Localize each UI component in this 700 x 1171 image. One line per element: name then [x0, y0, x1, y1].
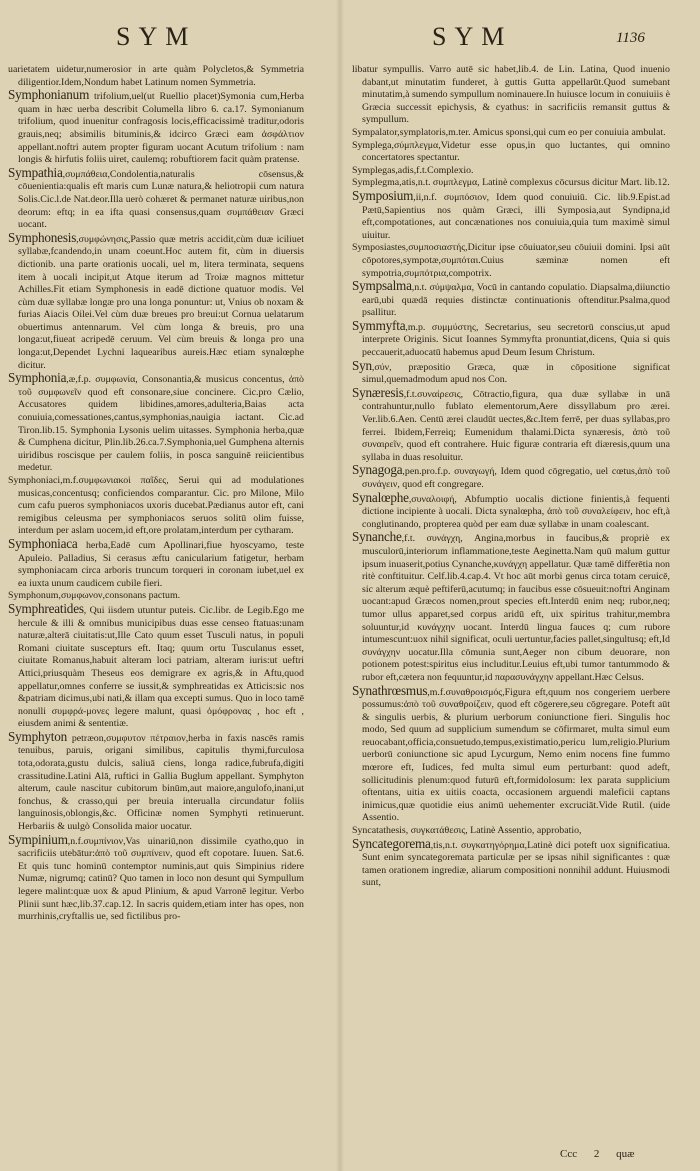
entry-text: Symplegma,atis,n.t. συμπλεγμα, Latinè complexus cōcursus dicitur Mart. lib.12.	[352, 177, 670, 189]
dictionary-entry	[8, 475, 304, 538]
entry-headword: Synalœphe	[352, 489, 409, 505]
entry-text: ,f.t.συναίρεσις, Cōtractio,figura, qua duæ syllabæ in unā contrahuntur,nullo fublato elementorum,Aere dissyllabum pro ærei. Ver.lib.6.Aen. Centū ærei claudūt uectes,&c.Item ferrē, per duas syllabas,pro ferrei. Ibidem,Ferreiq; Eumenidum thalami.Dicta synæresis, ἀπὸ τοῦ συναιρεῖν, quod eft contrahere. Huic figuræ contraria eft diæresis,quum una syllaba in duas resoluitur.	[362, 388, 670, 463]
gutter-shadow	[336, 0, 344, 1171]
entry-headword: Symphonesis	[8, 229, 77, 245]
dictionary-entry	[352, 357, 670, 387]
right-column	[352, 64, 670, 890]
entry-text: ,æ,f.p. συμφωνία, Consonantia,& musicus concentus, ἀπὸ τοῦ συμφωνεῖν quod eft consonare,siue concinere. Cic.pro Cælio, Accusatores quidem libidines,amores,adulteria,Baias acta conuiuia,comessationes,cantus,symphonias,nauigia iactant. Cic.ad Tiron.lib.15. Symphonia Lysonis uelim uitasses. Symphonia herba,quæ & Cumphena dicitur, Plin.lib.26.ca.7.Symphonia,uel Gumphena alternis uiridibus roscisque per caulem foliis, in posca sanguinē reiicientibus medetur.	[18, 374, 304, 474]
dictionary-entry	[352, 64, 670, 127]
left-column	[8, 64, 304, 924]
signature-number: 2	[593, 1148, 600, 1160]
entry-text: ,ii,n.f. συμπόσιον, Idem quod conuiuiū. Cic. lib.9.Epist.ad Pætū,Sapientius nos quàm Græci, illi Symposia,aut Syndipna,id eft,compotationes, aut concænationes nos conuiuia,quia tum maximè simul uiuitur.	[362, 191, 670, 241]
entry-headword: Syncategorema	[352, 835, 431, 851]
entry-text: Symphoniaci,m.f.συμφωνιακοὶ παῖδες, Serui qui ad modulationes musicas,concentusq; conficiendos comparantur. Cic. pro Milone, Milo cum cafu pueros symphoniacos uxoris ducebat.Pædianus autor eft, cani remigibus celeusma per symphoniacos seruos solitū olim fuisse, interdum per aslam uocem,id eft,ore prolatam,interdum per cytharam.	[8, 475, 304, 537]
entry-text: Symphonum,συμφωνον,consonans pactum.	[8, 590, 181, 602]
entry-headword: Synæresis	[352, 384, 404, 400]
entry-headword: Synagoga	[352, 462, 403, 478]
dictionary-entry	[8, 728, 304, 834]
dictionary-entry	[352, 835, 670, 890]
entry-text: petræon,συμφυτον πέτραιον,herba in faxis nascēs ramis tenuibus, paruis, origani similibus, capitulis thymi,furculosa tota,odorata,gustu dulcis, saliuā ciens, longa radice,fubrufa,digiti crassitudine.Latini Alā, ruftici in Gallia Buglum appellant. Symphyton alterum, caule nascitur cubitorum binūm,aut maiore,angulofo,inani,ut fonchus, & crasso,qui per breuia interualla circundatur foliis languinosis,oblongis,&c. Officinæ nomen Symphyti retinuerunt. Herbariis & uulgò Consolida maior uocatur.	[18, 732, 304, 833]
entry-headword: Sympathia	[8, 164, 63, 180]
entry-headword: Symmyfta	[352, 317, 406, 333]
signature-mark: Ccc	[560, 1148, 578, 1160]
entry-text: ,m.f.συναθροισμός,Figura eft,quum nos congeriem uerbere possumus:ἀπὸ τοῦ συναθροίζειν, quod eft cōgerere,seu cōgregare. Poteft aūt & singulis uerbis, & plurium uerborum coniunctione fieri. Singulis hoc modo, Sed quum ad supplicium sumendum se cōfirmaret, multa simul eum reuocabant,officia,consuetudo,tempus,existimatio,pericu lum,religio.Plurium uerborū coniunctione sic apud Lycurgum, Nemo enim nocens fine fummo mœrore eft, Iudices, fed multa simul eum perturbant: quod adeft, sollicitudinis plenum:quod futurū eft,formidolosum: lex parata supplicium oftentans, uitia ex uitiis coacta, occasionem arguendi maleficii captans inimicus,quæ quotidie eius animū uehementer excruciāt.Vide Rutil. (uide Assentio.	[362, 686, 670, 824]
entry-headword: Synanche	[352, 529, 402, 545]
dictionary-entry	[352, 280, 670, 320]
entry-headword: Symphoniaca	[8, 535, 78, 551]
entry-headword: Symphyton	[8, 728, 68, 744]
dictionary-entry	[352, 464, 670, 491]
entry-text: ,n.f.συμπίνιον,Vas uinariū,non dissimile cyatho,quo in sacrificiis utebātur:ἀπὸ τοῦ συμπίνειν, quod eft copotare. Iuuen. Sat.6. Et quis tunc hominū contemptor numinis,aut quis Simpinius ridere Numæ, nigrumq; catinū? Quo tamen in loco non desunt qui Sympullum legere malint:quæ uox & apud Plinium, & apud Varronē legitur. Verbo Plinii sunt hæc,lib.37.cap.12. In sacris quidem,etiam inter has opes, non murrhinis,cryftallis ue, sed fictilibus pro-	[18, 835, 304, 923]
entry-text: Symposiastes,συμποσιαστής,Dicitur ipse cōuiuator,seu cōuiuii domini. Ipsi aūt cōpotores,sympotæ,συμπόται.Cuius sæminæ nomen eft sympotria,συμπότρια,compotrix.	[352, 242, 670, 279]
entry-text: Symplega,σύμπλεγμα,Videtur esse opus,in quo luctantes, qui omnino concertatores spectantur.	[352, 139, 670, 164]
dictionary-entry	[352, 187, 670, 242]
running-head-right: SYM	[432, 22, 513, 51]
entry-text: libatur sympullis. Varro autē sic habet,lib.4. de Lin. Latina, Quod inuenio dabant,ut minutatim funderet, à guttis Gutta appellarūt.Quod sumebant minutatim,à sumendo sympullum nominauere.In huiusce locum in conuiuiis è Græcia successit epichysis, & cyathus: in sacrificiis remansit guttus & sympullum.	[352, 64, 670, 126]
entry-text: ,tis,n.t. συγκατηγόρημα,Latinè dici poteft uox significatiua. Sunt enim syncategoremata particulæ per se ipsas nihil significantes : quæ tamen orationem ingrediæ, aliarum compositioni nonnihil addunt. Huiusmodi sunt,	[362, 839, 670, 889]
entry-headword: Sympsalma	[352, 278, 412, 294]
entry-text: ,pen.pro.f.p. συναγωγή, Idem quod cōgregatio, uel cœtus,ἀπὸ τοῦ συνάγειν, quod eft congregare.	[362, 466, 670, 490]
entry-text: ,f.t. συνάγχη, Angina,morbus in faucibus,& propriè ex musculorū,interiorum inflammatione,teste Aeginetta.Nam quū malum guttur ipsum inuaserit,potius Cynanche,κυνάγχη appellatur. Quæ tamē differētia non ritè conftituitur. Celf.lib.4.cap.4. Vt hoc aūt morbi genus circa totam ceruicē, sic alterum æquè peftiferū,acutumq; in faucibus esse cōsueuit:noftri Anginam uocant:apud Græcos nomen,prout species eft.Interdū enim neq; rubor,neq; tumor ullus apparet,sed corpus aridū eft, uix spiritus trahitur,membra soluuntur,id κυνάγχην uocant. Interdū lingua fauces q; cum rubore intumescunt:uox nihil significat, oculi uertuntur,facies pallet,singultusq; eft,Id συνάγχην uocatur.Illa cōmunia sunt,Aeger non cibum deuorare, non potionem potest:spiritus eius includitur.Leuius eft,ubi tumor tantummodo & rubor eft,cætera non fequuntur,id παρασυνάγχην appellant.Hæc Celsus.	[362, 533, 670, 683]
page-footer	[560, 1148, 648, 1160]
dictionary-entry	[352, 165, 670, 178]
entry-text: ,συμφώνησις,Passio quæ metris accidit,cùm duæ iciliuet syllabæ,fcandendo,in unam coeunt.Hoc autem fit, cùm in diuersis dictionib. una parte orationis uocali, uel m, litera terminata, sequens item à uocali incipit,ut Atque iterum ad Troiæ magnos mittetur Achilles.Fit etiam Symphonesis in eadē dictione quatuor modis. Vel cùm duæ syllabæ longæ pro una longa ponuntur: ut, Vnius ob noxam & furias Aiacis Oilei.Vel cùm duæ breues pro breui:ut Cornua uelatarum obuertimus antennarum. Vel cùm longa & breuis, pro una longa:ut,fiueat acripedē ceruum. Vel cùm breuis & longa pro una longa:ut,Dependet Lychni laquearibus aureis.Hæc etiam synalœphe dicitur.	[18, 233, 304, 371]
dictionary-entry	[352, 127, 670, 140]
entry-headword: Symphonia	[8, 370, 67, 386]
dictionary-entry	[352, 242, 670, 280]
entry-text: ,συμπάθεια,Condolentia,naturalis cōsensus,& cōuenientia:qualis eft maris cum Lunæ natura,& heliotropii cum natura Solis.Cic.l.de Nat.deor.Illa uerò cohæret & permanet naturæ uiribus,non deorum: eftq; in ea ifta quasi consensus,quam συμπάθειαν Græci uocant.	[18, 168, 304, 231]
entry-headword: Syn	[352, 357, 372, 373]
dictionary-entry	[8, 535, 304, 590]
entry-headword: Symphreatides	[8, 600, 84, 616]
dictionary-entry	[8, 229, 304, 373]
dictionary-entry	[352, 489, 670, 532]
entry-text: uarietatem uidetur,numerosior in arte quàm Polycletos,& Symmetria diligentior.Idem,Nondum habet Latinum nomen Symmetria.	[8, 64, 304, 88]
entry-headword: Symposium	[352, 187, 414, 203]
entry-text: , Qui iisdem utuntur puteis. Cic.libr. de Legib.Ego me hercule & illi & omnibus municipibus duas esse censeo ftatuas:unam naturæ,alterā ciuitatis:ut,Ille Cato quum esset Tusculi natus, in populi Romani ciuitate suscepturs eft. Itaq; quum ortu Tusculanus esset, ciuitate Romanus,habuit alteram loci patriam, alteram iuris:ut ueftri Attici,priusquàm Theseus eos demigrare ex agris,& in Aftu,quod appellatur,omnes conferre se iussit,& symphreatidas ex Atticis:sic nos &patriam dicimus,ubi nati,& illam qua excepti sumus. Quo in loco tamē nonulli συμφρά-μονες legere malunt, quasi ὁμόφρονας , hoc eft , eiusdem animi & sententiæ.	[18, 604, 304, 730]
folio-number: 1136	[616, 30, 645, 46]
dictionary-entry	[352, 140, 670, 165]
entry-headword: Sympinium	[8, 831, 68, 847]
dictionary-entry	[8, 89, 304, 167]
entry-text: Symplegas,adis,f.t.Complexio.	[352, 164, 474, 176]
dictionary-entry	[8, 164, 304, 232]
entry-text: trifolium,uel(ut Ruellio placet)Symonia cum,Herba quam in hæc uerba describit Columella libro 6. ca.17. Symonianum trifolium, quod inuenitur confragosis locis,efficacissimè traditur,odoris grauis,neq; absimilis bituminis,& idcirco Græci eam ἀσφάλτιον appellant.noftri autem propter figuram uocant Acutum trifolium : nam longis & hirfutis foliis uiret, caulemq; robuftiorem facit quàm pratense.	[18, 91, 304, 166]
entry-headword: Synathrœsmus	[352, 682, 428, 698]
entry-text: herba,Eadē cum Apollinari,fiue hyoscyamo, teste Apuleio. Palladius, Si cerasus æftu canicularium fatigetur, herbam symphoniacam circa arboris truncum torqueri in coronam iubet,uel ex ea iuxta unum caudicem cubile fieri.	[18, 539, 304, 589]
entry-text: Syncatathesis, συγκατάθεσις, Latinè Assentio, approbatio,	[352, 825, 582, 837]
dictionary-entry	[352, 682, 670, 826]
catchword: quæ	[616, 1148, 635, 1160]
entry-text: Sympalator,symplatoris,m.ter. Amicus sponsi,qui cum eo per conuiuia ambulat.	[352, 126, 666, 138]
dictionary-entry	[352, 384, 670, 465]
dictionary-entry	[8, 831, 304, 924]
entry-headword: Symphonianum	[8, 87, 90, 103]
dictionary-entry	[352, 531, 670, 684]
dictionary-entry	[8, 372, 304, 475]
dictionary-entry	[352, 317, 670, 360]
dictionary-entry	[8, 64, 304, 89]
entry-text: ,n.t. σύμψαλμα, Vocū in cantando copulatio. Diapsalma,diiunctio earū,ubi quædā requies distinctæ continuationis oftenditur.Psalma,quod psallitur.	[362, 282, 670, 319]
entry-text: ,σύν, præpositio Græca, quæ in cōpositione significat simul,quemadmodum apud nos Con.	[362, 361, 670, 386]
entry-text: ,συναλοιφή, Abfumptio uocalis dictione finientis,à fequenti dictione incipiente à uocali. Dicta synalœpha, ἀπὸ τοῦ συναλείφειν, hoc eft,à conglutinando, propterea quòd per eam duæ syllabæ in unam coalescant.	[362, 493, 670, 530]
entry-text: ,m.p. συμμύστης, Secretarius, seu secretorū conscius,ut apud interprete Originis. Sicut Ioannes Symmyfta pronuntiat,dicens, Quia si quis peccauerit,aduocatū habemus apud Deum Iesum Christum.	[362, 321, 670, 359]
dictionary-entry	[8, 600, 304, 731]
running-head-left: SYM	[116, 22, 197, 51]
